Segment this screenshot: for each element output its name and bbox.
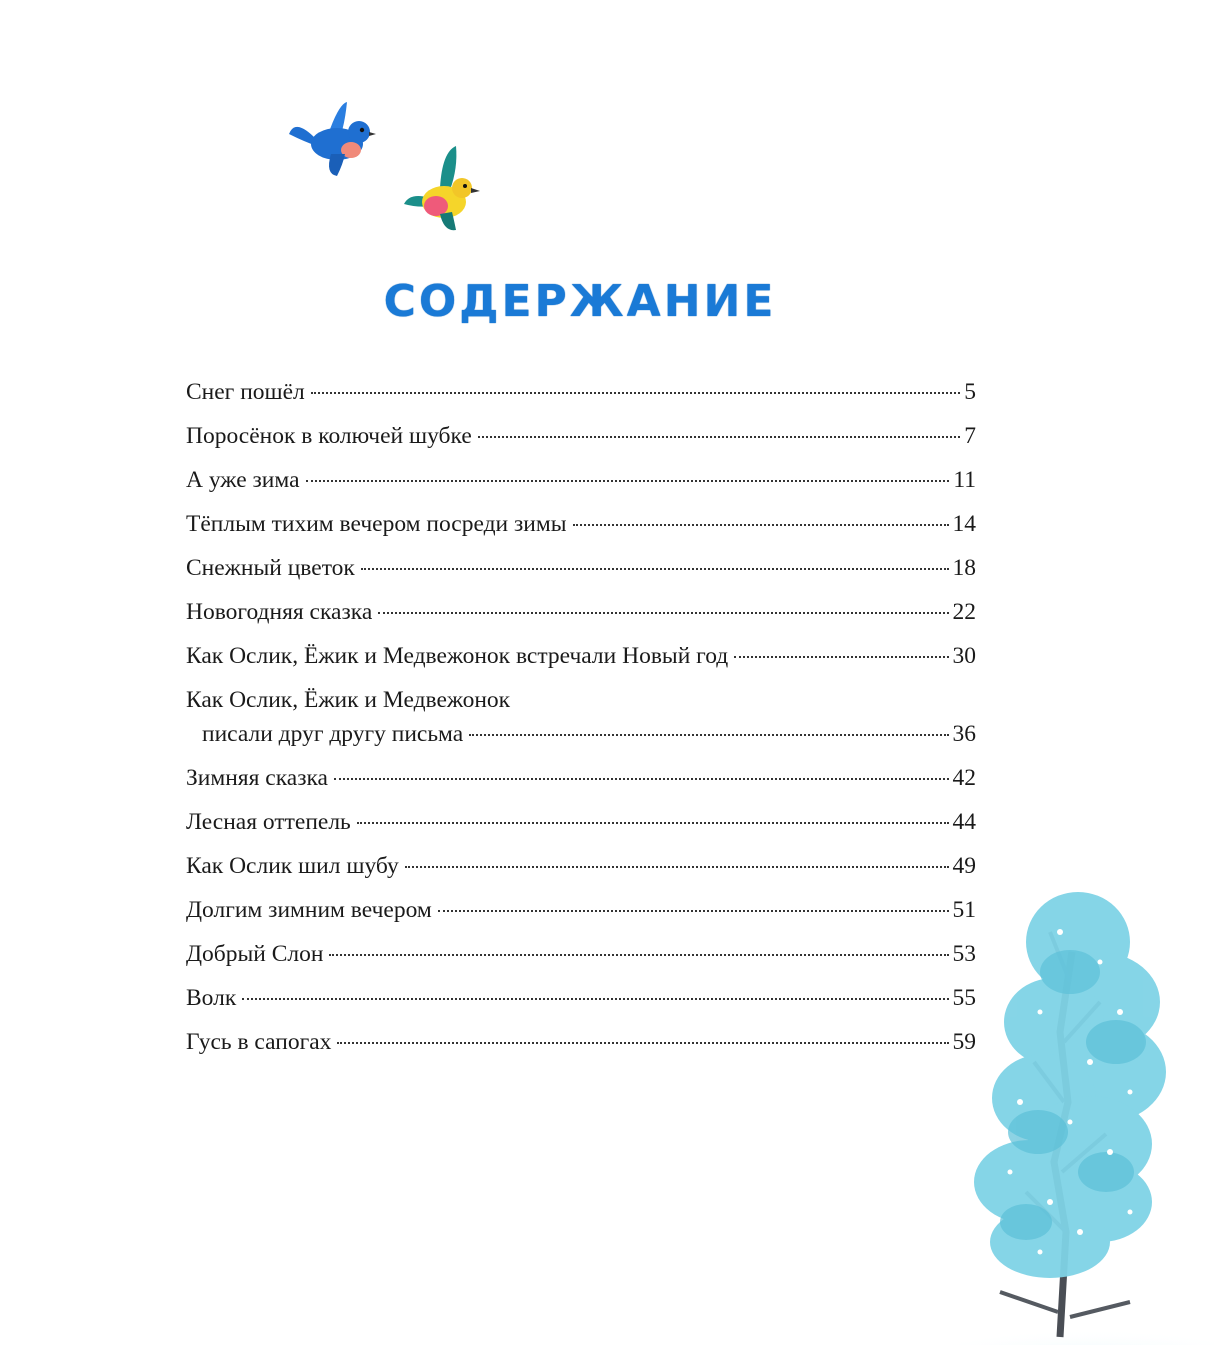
dot-leader xyxy=(306,479,950,482)
toc-entry-title: Волк xyxy=(186,985,237,1011)
dot-leader xyxy=(573,523,949,526)
dot-leader xyxy=(242,997,948,1000)
yellow-bird-icon xyxy=(400,142,484,234)
dot-leader xyxy=(334,777,949,780)
toc-entry[interactable] xyxy=(186,458,976,502)
dot-leader xyxy=(405,865,949,868)
toc-entry-title: Как Ослик, Ёжик и Медвежонок xyxy=(186,687,511,713)
toc-entry[interactable] xyxy=(186,756,976,800)
toc-entry-title: Зимняя сказка xyxy=(186,765,328,791)
toc-entry-page: 53 xyxy=(952,941,976,967)
toc-entry-page: 49 xyxy=(952,853,976,879)
toc-entry-page: 14 xyxy=(952,511,976,537)
toc-entry[interactable] xyxy=(186,546,976,590)
toc-entry[interactable] xyxy=(186,502,976,546)
winter-tree-illustration xyxy=(930,872,1214,1345)
toc-entry-page: 7 xyxy=(964,423,976,449)
toc-entry-title-continued: писали друг другу письма xyxy=(202,721,464,747)
toc-entry[interactable] xyxy=(186,678,976,756)
toc-entry-title: Лесная оттепель xyxy=(186,809,351,835)
toc-entry-title: А уже зима xyxy=(186,467,300,493)
toc-entry[interactable] xyxy=(186,932,976,976)
toc-entry[interactable] xyxy=(186,590,976,634)
toc-entry-page: 36 xyxy=(952,721,976,747)
dot-leader xyxy=(478,435,960,438)
dot-leader xyxy=(311,391,960,394)
toc-entry-title: Новогодняя сказка xyxy=(186,599,373,625)
toc-entry-title: Добрый Слон xyxy=(186,941,324,967)
toc-entry-title: Снег пошёл xyxy=(186,379,305,405)
toc-entry-title: Тёплым тихим вечером посреди зимы xyxy=(186,511,567,537)
toc-entry[interactable] xyxy=(186,976,976,1020)
toc-entry-title: Снежный цветок xyxy=(186,555,355,581)
toc-entry-page: 11 xyxy=(953,467,976,493)
toc-entry-page: 55 xyxy=(952,985,976,1011)
toc-entry[interactable] xyxy=(186,370,976,414)
toc-entry-page: 44 xyxy=(952,809,976,835)
toc-entry-page: 51 xyxy=(952,897,976,923)
toc-entry-page: 59 xyxy=(952,1029,976,1055)
dot-leader xyxy=(329,953,948,956)
toc-entry[interactable] xyxy=(186,800,976,844)
toc-entry-page: 18 xyxy=(952,555,976,581)
toc-entry[interactable] xyxy=(186,844,976,888)
toc-entry-page: 42 xyxy=(952,765,976,791)
toc-entry-title: Поросёнок в колючей шубке xyxy=(186,423,472,449)
toc-entry[interactable] xyxy=(186,414,976,458)
toc-entry[interactable] xyxy=(186,634,976,678)
dot-leader xyxy=(361,567,949,570)
toc-entry-page: 5 xyxy=(964,379,976,405)
toc-entry-page: 30 xyxy=(952,643,976,669)
page-title: СОДЕРЖАНИЕ xyxy=(383,276,777,327)
dot-leader xyxy=(378,611,948,614)
toc-entry-title: Долгим зимним вечером xyxy=(186,897,432,923)
toc-entry[interactable] xyxy=(186,888,976,932)
toc-entry[interactable] xyxy=(186,1020,976,1064)
dot-leader xyxy=(337,1041,948,1044)
toc-entry-page: 22 xyxy=(952,599,976,625)
table-of-contents xyxy=(186,370,976,1064)
toc-entry-title: Гусь в сапогах xyxy=(186,1029,332,1055)
dot-leader xyxy=(357,821,949,824)
dot-leader xyxy=(734,655,948,658)
toc-entry-title: Как Ослик шил шубу xyxy=(186,853,399,879)
dot-leader xyxy=(438,909,949,912)
dot-leader xyxy=(469,733,948,736)
toc-entry-title: Как Ослик, Ёжик и Медвежонок встречали Новый год xyxy=(186,643,729,669)
blue-bird-icon xyxy=(285,98,377,180)
